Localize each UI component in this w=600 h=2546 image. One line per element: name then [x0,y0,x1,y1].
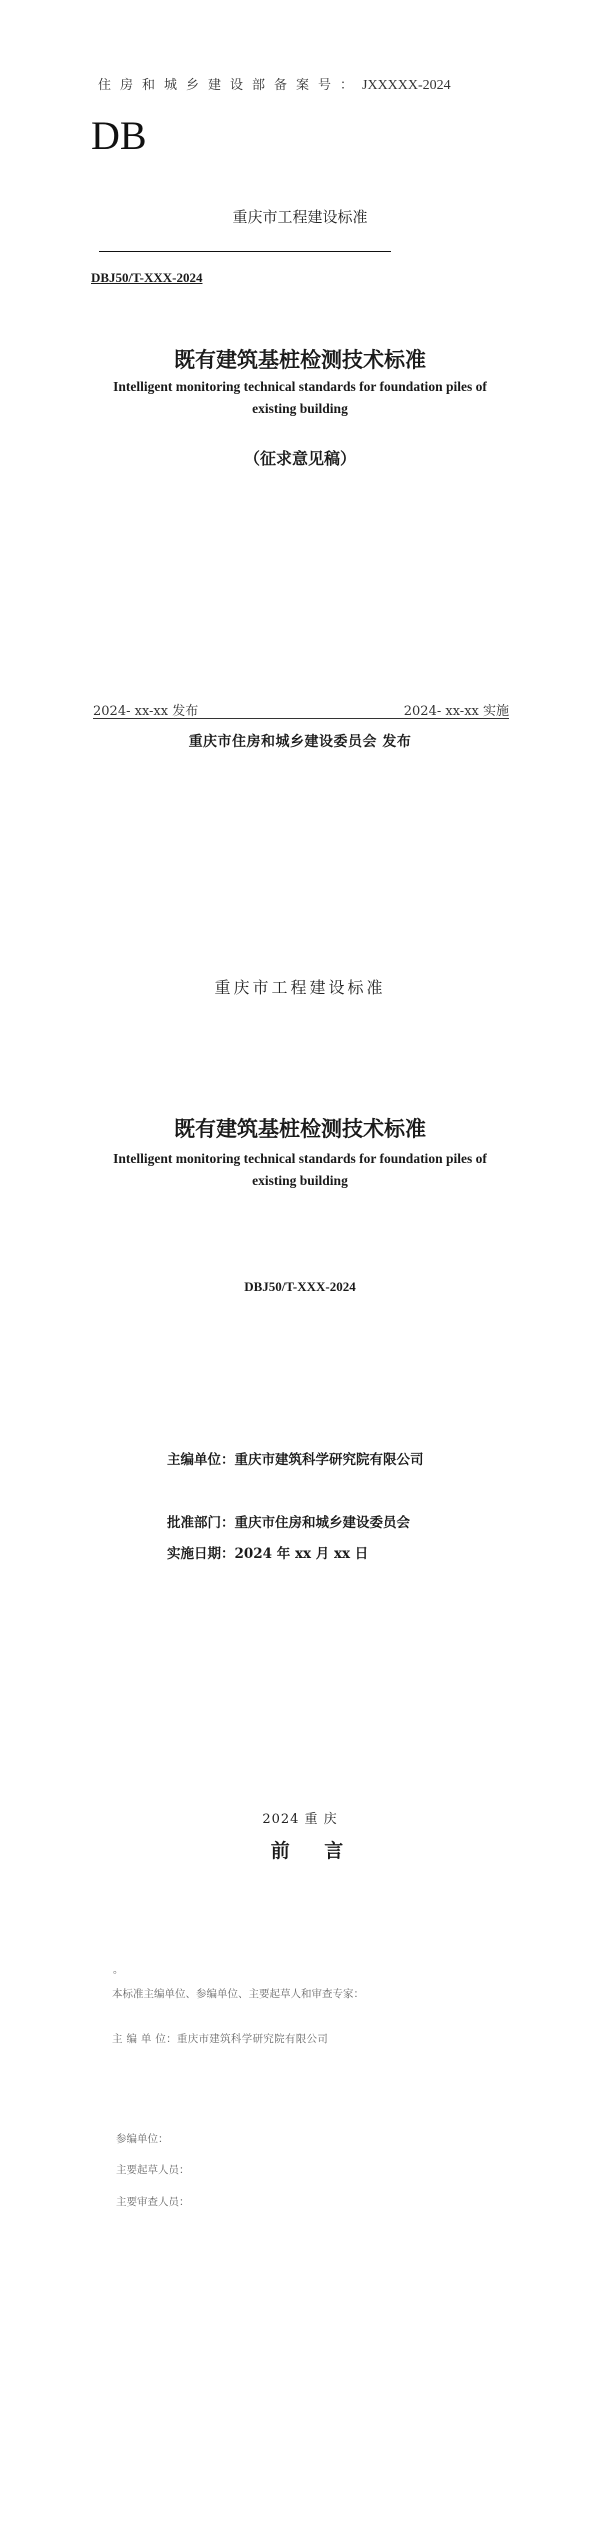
filing-number [98,74,451,94]
dates-divider [93,718,509,719]
title-page-title-en-line1: Intelligent monitoring technical standards for foundation piles of [113,1151,487,1166]
title-page-title-en-line2: existing building [252,1173,348,1188]
draft-label: （征求意见稿） [243,449,356,468]
preface-participant-units: 参编单位： [116,2133,169,2145]
chief-unit: 主编单位：重庆市建筑科学研究院有限公司 [167,1452,424,1468]
cover-divider [99,251,391,252]
preface-mark: 。 [113,1965,123,1976]
preface-chief-unit: 主 编 单 位：重庆市建筑科学研究院有限公司 [112,2033,329,2045]
title-page-standard-type: 重庆市工程建设标准 [214,978,386,997]
cover-title-zh: 既有建筑基桩检测技术标准 [174,347,426,372]
implement-date: 2024- xx-xx 实施 [403,704,509,719]
publish-date: 2024- xx-xx 发布 [93,704,199,719]
effective-date: 实施日期：2024 年 xx 月 xx 日 [167,1546,369,1562]
filing-label: 住房和城乡建设部备案号： [98,78,363,93]
year-city: 2024 重 庆 [262,1812,338,1827]
preface-drafters: 主要起草人员： [116,2164,190,2176]
standard-type: 重庆市工程建设标准 [232,208,368,226]
title-page-title-zh: 既有建筑基桩检测技术标准 [174,1116,426,1141]
preface-reviewers: 主要审查人员： [116,2196,190,2208]
publisher: 重庆市住房和城乡建设委员会 发布 [188,734,412,750]
standard-code: DBJ50/T-XXX-2024 [91,270,203,285]
cover-dates [93,700,509,720]
filing-code: JXXXXX-2024 [362,78,451,93]
cover-title-en-line2: existing building [252,401,348,416]
db-mark: DB [91,113,147,158]
approval-dept: 批准部门：重庆市住房和城乡建设委员会 [167,1515,410,1531]
title-page-standard-code: DBJ50/T-XXX-2024 [244,1279,356,1294]
preface-heading: 前 言 [270,1840,358,1862]
cover-title-en-line1: Intelligent monitoring technical standards for foundation piles of [113,379,487,394]
preface-intro: 本标准主编单位、参编单位、主要起草人和审查专家： [112,1988,364,2000]
